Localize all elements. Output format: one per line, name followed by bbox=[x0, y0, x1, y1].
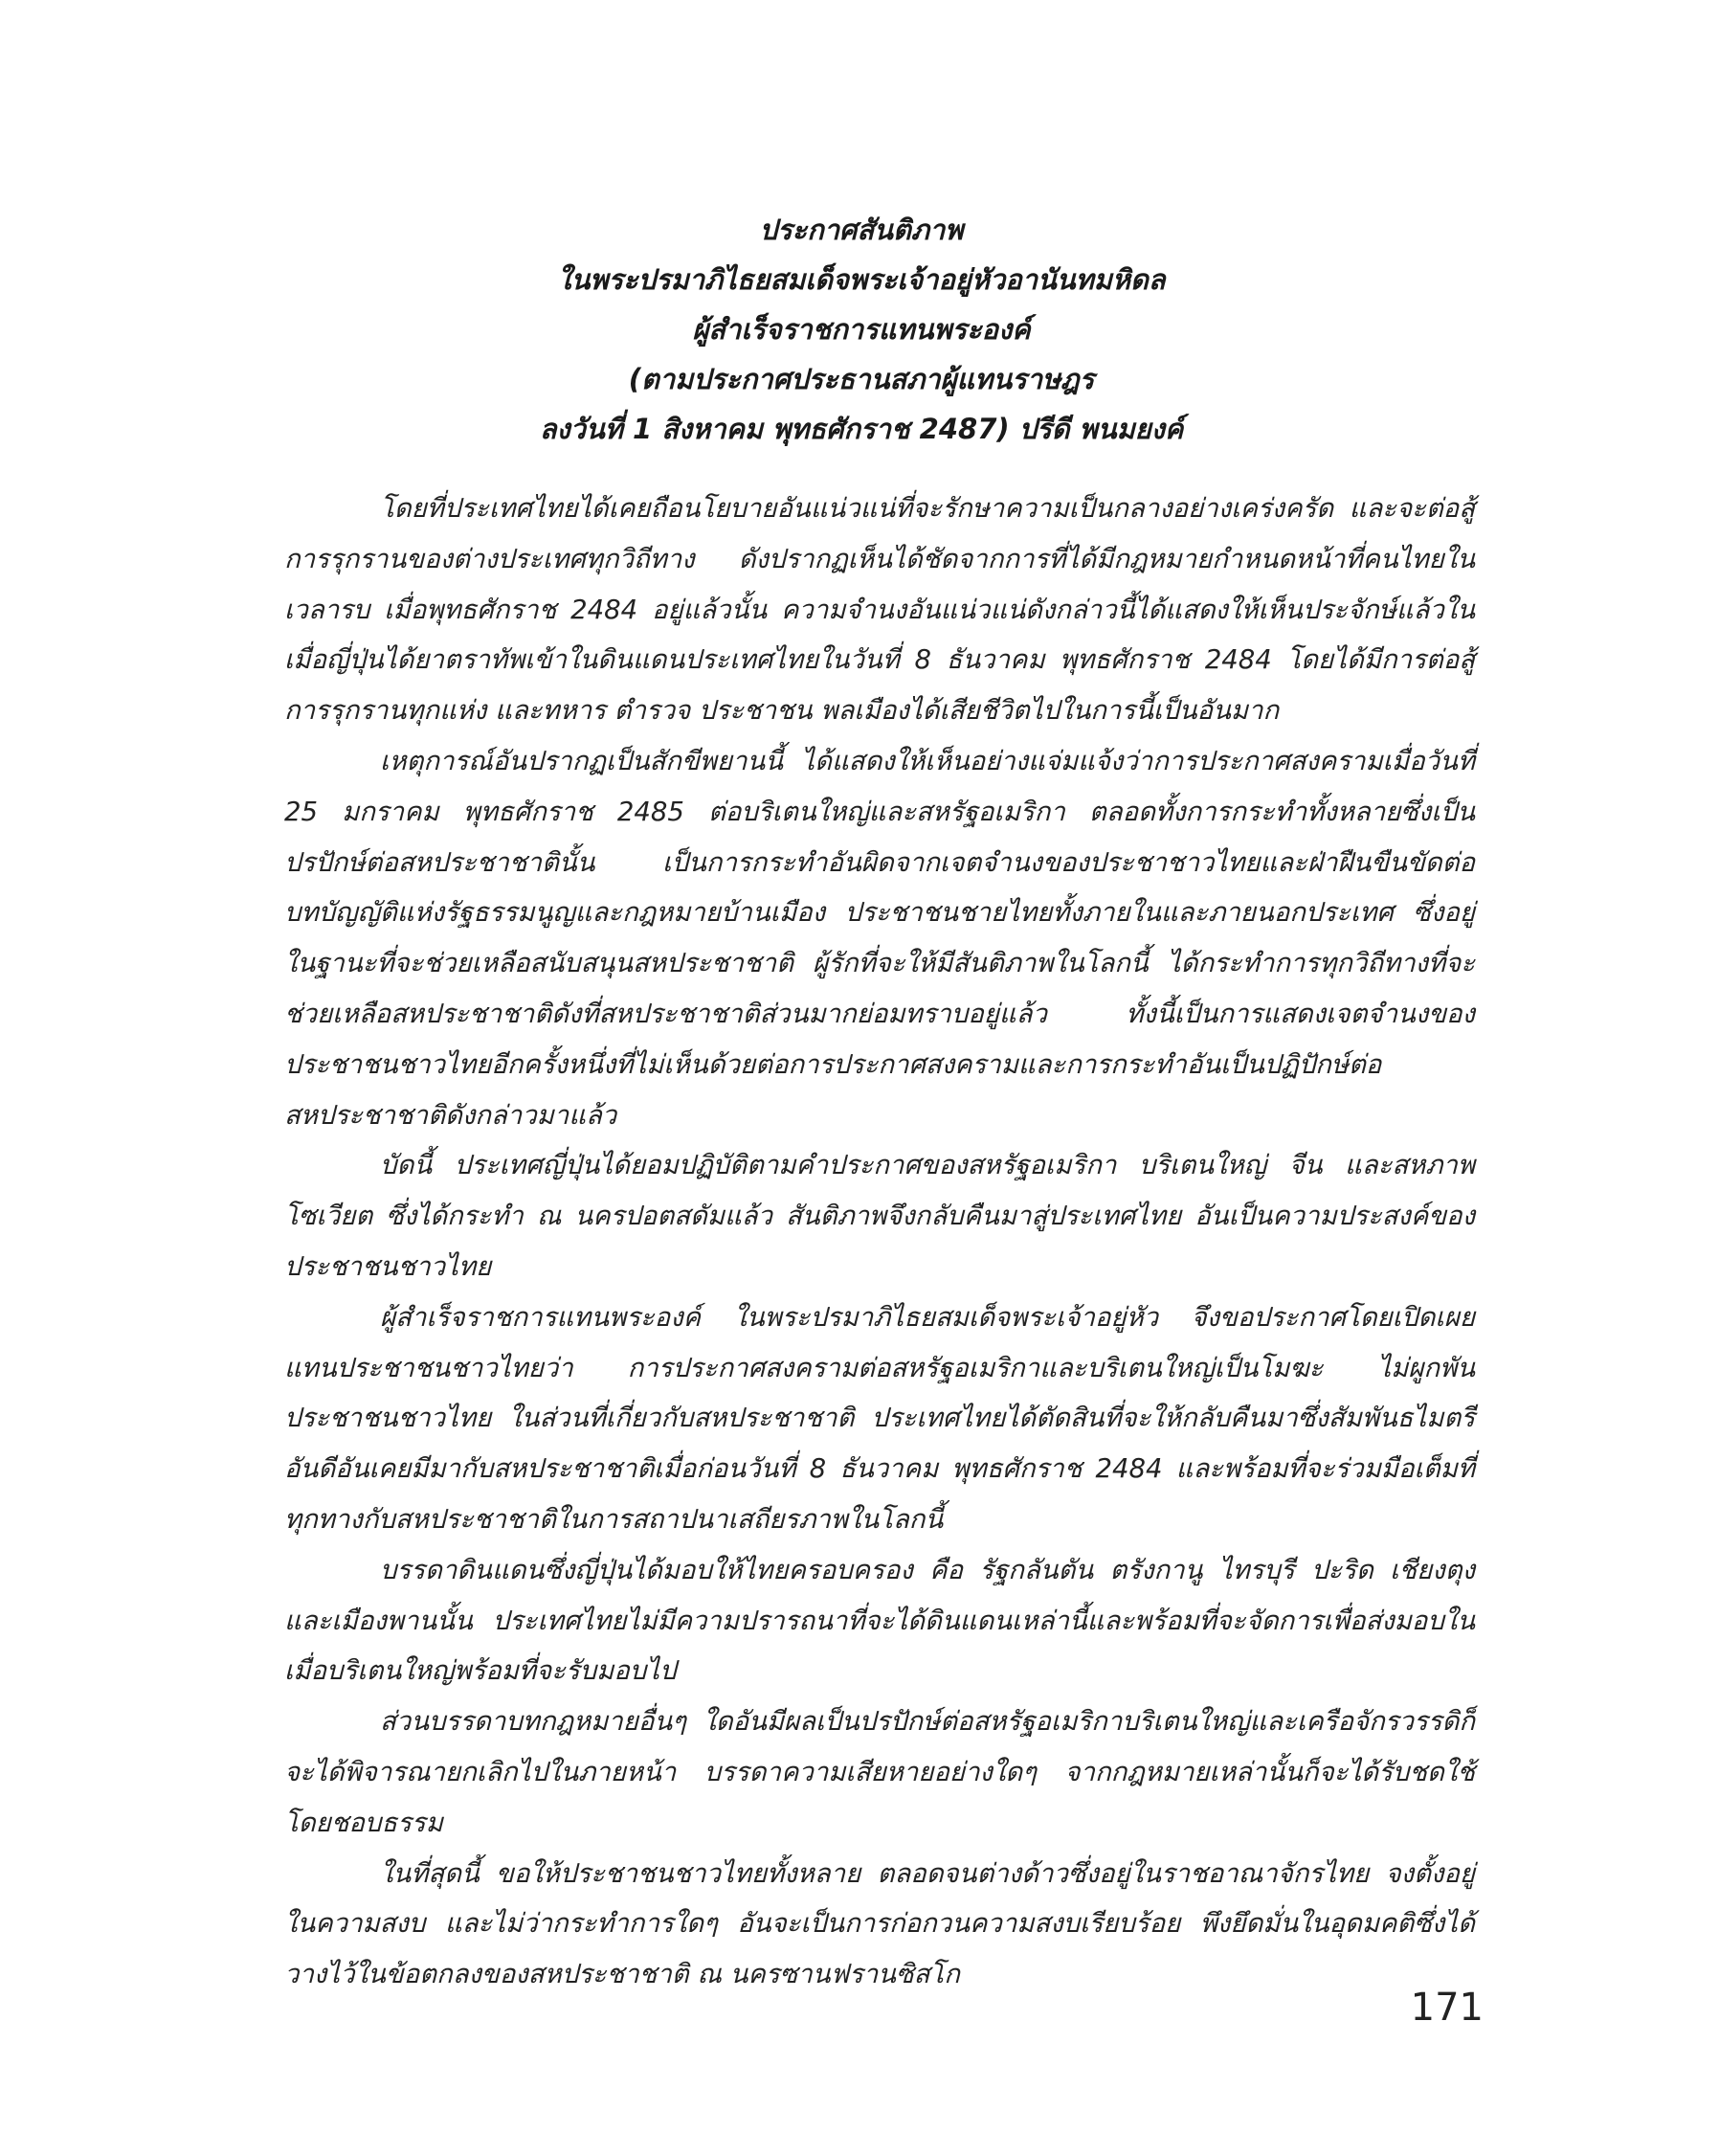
proclamation-body bbox=[284, 483, 1475, 2000]
paragraph-regent-declaration: ผู้สำเร็จราชการแทนพระองค์ ในพระปรมาภิไธยสมเด็จพระเจ้าอยู่หัว จึงขอประกาศโดยเปิดเผยแทนประชาชนชาวไทยว่า การประกาศสงครามต่อสหรัฐอเมริกาและบริเตนใหญ่เป็นโมฆะ ไม่ผูกพันประชาชนชาวไทย ในส่วนที่เกี่ยวกับสหประชาชาติ ประเทศไทยได้ตัดสินที่จะให้กลับคืนมาซึ่งสัมพันธไมตรีอันดีอันเคยมีมากับสหประชาชาติเมื่อก่อนวันที่ 8 ธันวาคม พุทธศักราช 2484 และพร้อมที่จะร่วมมือเต็มที่ทุกทางกับสหประชาชาติในการสถาปนาเสถียรภาพในโลกนี้ bbox=[284, 1301, 1475, 1535]
heading-title: ประกาศสันติภาพ bbox=[759, 213, 964, 246]
page-number: 171 bbox=[1410, 1986, 1484, 2030]
paragraph-declaration-void: เหตุการณ์อันปรากฏเป็นสักขีพยานนี้ ได้แสดงให้เห็นอย่างแจ่มแจ้งว่าการประกาศสงครามเมื่อวันที่ 25 มกราคม พุทธศักราช 2485 ต่อบริเตนใหญ่และสหรัฐอเมริกา ตลอดทั้งการกระทำทั้งหลายซึ่งเป็นปรปักษ์ต่อสหประชาชาตินั้น เป็นการกระทำอันผิดจากเจตจำนงของประชาชาวไทยและฝ่าฝืนขืนขัดต่อบทบัญญัติแห่งรัฐธรรมนูญและกฎหมายบ้านเมือง ประชาชนชายไทยทั้งภายในและภายนอกประเทศ ซึ่งอยู่ในฐานะที่จะช่วยเหลือสนับสนุนสหประชาชาติ ผู้รักที่จะให้มีสันติภาพในโลกนี้ ได้กระทำการทุกวิถีทางที่จะช่วยเหลือสหประชาชาติดังที่สหประชาชาติส่วนมากย่อมทราบอยู่แล้ว ทั้งนี้เป็นการแสดงเจตจำนงของประชาชนชาวไทยอีกครั้งหนึ่งที่ไม่เห็นด้วยต่อการประกาศสงครามและการกระทำอันเป็นปฏิปักษ์ต่อสหประชาชาติดังกล่าวมาแล้ว bbox=[284, 745, 1475, 1131]
paragraph-conclusion: ในที่สุดนี้ ขอให้ประชาชนชาวไทยทั้งหลาย ตลอดจนต่างด้าวซึ่งอยู่ในราชอาณาจักรไทย จงตั้งอยู่ในความสงบ และไม่ว่ากระทำการใดๆ อันจะเป็นการก่อกวนความสงบเรียบร้อย พึงยึดมั่นในอุดมคติซึ่งได้วางไว้ในข้อตกลงของสหประชาชาติ ณ นครซานฟรานซิสโก bbox=[284, 1857, 1475, 1990]
heading-line-date-signatory: ลงวันที่ 1 สิงหาคม พุทธศักราช 2487) ปรีดี พนมยงค์ bbox=[539, 413, 1184, 445]
heading-line-announcement: (ตามประกาศประธานสภาผู้แทนราษฎร bbox=[628, 363, 1095, 395]
paragraph-laws: ส่วนบรรดาบทกฎหมายอื่นๆ ใดอันมีผลเป็นปรปักษ์ต่อสหรัฐอเมริกาบริเตนใหญ่และเครือจักรวรรดิก็จะได้พิจารณายกเลิกไปในภายหน้า บรรดาความเสียหายอย่างใดๆ จากกฎหมายเหล่านั้นก็จะได้รับชดใช้โดยชอบธรรม bbox=[284, 1706, 1475, 1838]
heading-line-regent: ผู้สำเร็จราชการแทนพระองค์ bbox=[692, 313, 1031, 346]
paragraph-territories: บรรดาดินแดนซึ่งญี่ปุ่นได้มอบให้ไทยครอบครอง คือ รัฐกลันตัน ตรังกานู ไทรบุรี ปะริด เชียงตุง และเมืองพานนั้น ประเทศไทยไม่มีความปรารถนาที่จะได้ดินแดนเหล่านี้และพร้อมที่จะจัดการเพื่อส่งมอบในเมื่อบริเตนใหญ่พร้อมที่จะรับมอบไป bbox=[284, 1554, 1475, 1687]
proclamation-heading bbox=[278, 205, 1445, 454]
paragraph-neutrality: โดยที่ประเทศไทยได้เคยถือนโยบายอันแน่วแน่ที่จะรักษาความเป็นกลางอย่างเคร่งครัด และจะต่อสู้การรุกรานของต่างประเทศทุกวิถีทาง ดังปรากฏเห็นได้ชัดจากการที่ได้มีกฎหมายกำหนดหน้าที่คนไทยในเวลารบ เมื่อพุทธศักราช 2484 อยู่แล้วนั้น ความจำนงอันแน่วแน่ดังกล่าวนี้ได้แสดงให้เห็นประจักษ์แล้วในเมื่อญี่ปุ่นได้ยาตราทัพเข้าในดินแดนประเทศไทยในวันที่ 8 ธันวาคม พุทธศักราช 2484 โดยได้มีการต่อสู้การรุกรานทุกแห่ง และทหาร ตำรวจ ประชาชน พลเมืองได้เสียชีวิตไปในการนี้เป็นอันมาก bbox=[284, 493, 1475, 727]
heading-line-royal-name: ในพระปรมาภิไธยสมเด็จพระเจ้าอยู่หัวอานันทมหิดล bbox=[557, 263, 1166, 296]
paragraph-japan-surrender: บัดนี้ ประเทศญี่ปุ่นได้ยอมปฏิบัติตามคำประกาศของสหรัฐอเมริกา บริเตนใหญ่ จีน และสหภาพโซเวียต ซึ่งได้กระทำ ณ นครปอตสดัมแล้ว สันติภาพจึงกลับคืนมาสู่ประเทศไทย อันเป็นความประสงค์ของประชาชนชาวไทย bbox=[284, 1150, 1475, 1282]
